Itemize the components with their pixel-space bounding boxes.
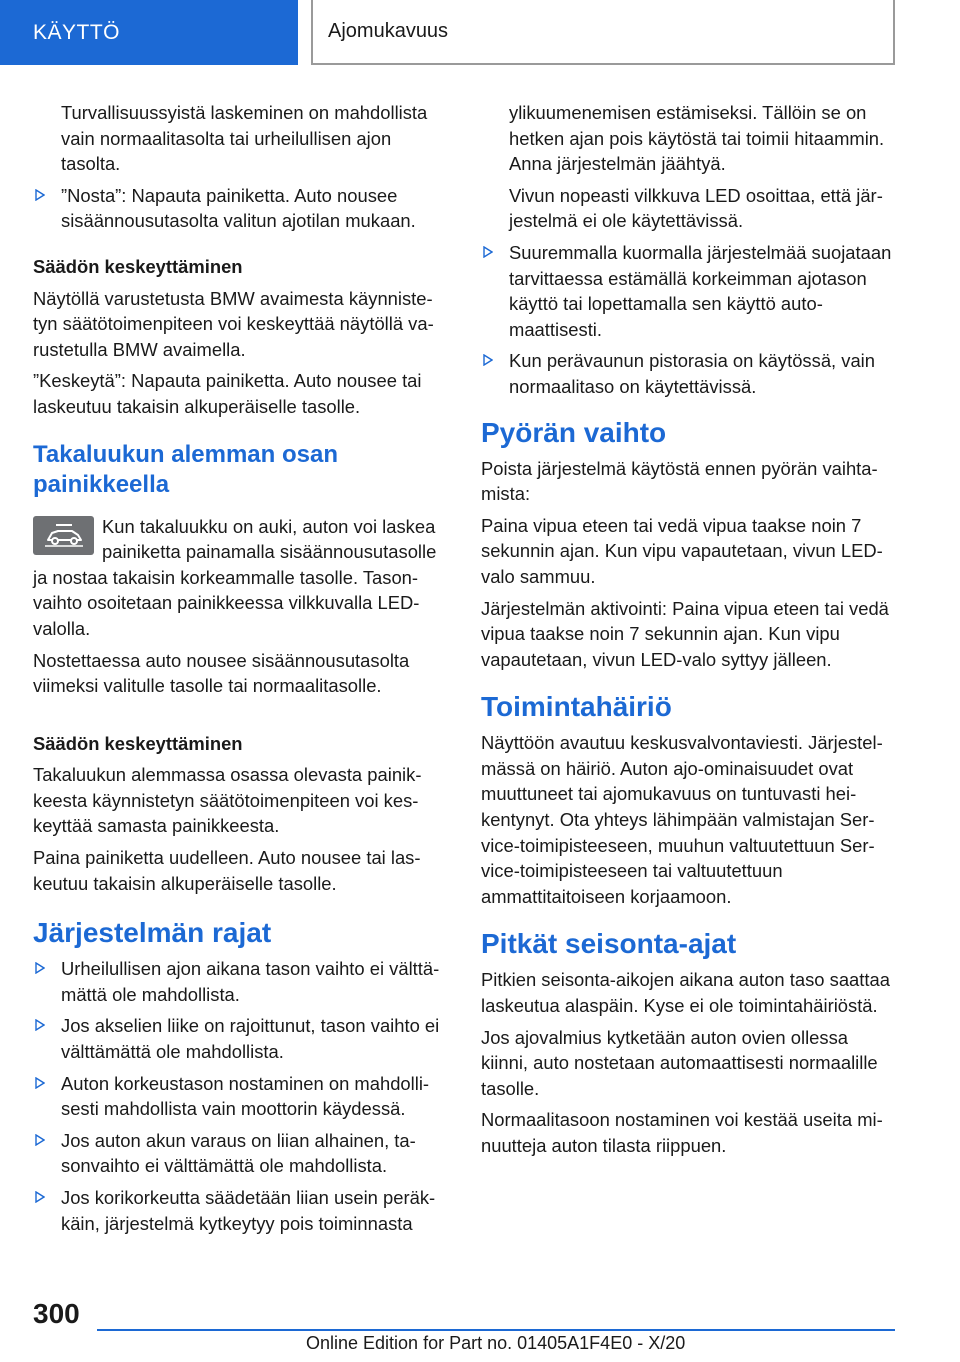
- page-number: 300: [33, 1298, 80, 1329]
- footer-divider: [97, 1329, 895, 1331]
- paragraph: ”Keskeytä”: Napauta painiketta. Auto nousee tai laskeutuu takaisin alkuperäiselle tasolle.: [33, 370, 422, 417]
- list-item-text: Jos akselien liike on rajoittunut, tason vaihto ei välttämättä ole mahdollista.: [61, 1015, 440, 1063]
- intro-paragraph: Turvallisuussyistä laskeminen on mahdollista vain normaalitasolta tai urheilullisen ajon tasolta.: [61, 102, 428, 175]
- list-item-text: Jos auton akun varaus on liian alhainen, tasonvaihto ei välttämättä ole mahdollista.: [61, 1129, 416, 1177]
- bullet-triangle-icon: [35, 189, 45, 201]
- bullet-triangle-icon: [35, 1019, 45, 1031]
- paragraph: Pitkien seisonta-aikojen aikana auton taso saattaa laskeutua alaspäin. Kyse ei ole toimintahäiriöstä.: [481, 969, 890, 1017]
- paragraph: Poista järjestelmä käytöstä ennen pyörän vaihtamista:: [481, 457, 878, 505]
- subheading: Säädön keskeyttäminen: [33, 732, 243, 754]
- subheading: Säädön keskeyttäminen: [33, 255, 243, 277]
- paragraph: Paina painiketta uudelleen. Auto nousee tai laskeutuu takaisin alkuperäiselle tasolle.: [33, 847, 421, 894]
- paragraph: Takaluukun alemmassa osassa olevasta painikkeesta käynnistetyn säätötoimenpiteen voi keskeyttää samasta painikkeesta.: [33, 764, 422, 837]
- list-item: [481, 240, 897, 342]
- paragraph: Kun takaluukku on auki, auton voi laskea painiketta painamalla sisäännousutasolle ja nostaa takaisin korkeammalle tasolle. Tasonvaihto osoitetaan painikkeessa vilkkuvalla LED-valolla.: [33, 515, 437, 639]
- chapter-tab: [311, 0, 895, 65]
- list-item: [33, 1185, 449, 1236]
- section-tab: [0, 0, 298, 65]
- section-heading: Pyörän vaihto: [481, 416, 667, 448]
- bullet-triangle-icon: [35, 1134, 45, 1146]
- right-column: [481, 100, 897, 1165]
- paragraph: Normaalitasoon nostaminen voi kestää useita minuutteja auton tilasta riippuen.: [481, 1109, 883, 1156]
- list-item-text: Auton korkeustason nostaminen on mahdollisesti mahdollista vain moottorin käydessä.: [61, 1072, 430, 1120]
- list-item: [33, 956, 449, 1007]
- car-lower-glyph-icon: [42, 522, 86, 548]
- section-heading: Takaluukun alemman osan painikkeella: [33, 440, 338, 498]
- list-item: [33, 1013, 449, 1064]
- section-heading: Järjestelmän rajat: [33, 917, 272, 949]
- list-item-text: Jos korikorkeutta säädetään liian usein peräkkäin, järjestelmä kytkeytyy pois toiminnasta: [61, 1187, 436, 1234]
- list-item: [33, 1128, 449, 1179]
- paragraph: Näytöllä varustetusta BMW avaimesta käynnistetyn säätötoimenpiteen voi keskeyttää näytöllä varustetulla BMW avaimella.: [33, 287, 434, 360]
- paragraph: ylikuumenemisen estämiseksi. Tällöin se on hetken ajan pois käytöstä tai toimii hitaammin. Anna järjestelmän jäähtyä.: [509, 102, 885, 175]
- list-item: [33, 183, 449, 234]
- list-item-text: Urheilullisen ajon aikana tason vaihto ei välttämättä ole mahdollista.: [61, 958, 440, 1005]
- section-heading: Pitkät seisonta-ajat: [481, 928, 737, 960]
- bullet-triangle-icon: [35, 1077, 45, 1089]
- left-column: [33, 100, 449, 1242]
- paragraph: Jos ajovalmius kytketään auton ovien ollessa kiinni, auto nostetaan automaattisesti normaalille tasolle.: [481, 1026, 878, 1099]
- paragraph: Paina vipua eteen tai vedä vipua taakse noin 7 sekunnin ajan. Kun vipu vapautetaan, vivun LED-valo sammuu.: [481, 514, 883, 587]
- bullet-triangle-icon: [483, 246, 493, 258]
- bullet-triangle-icon: [35, 1191, 45, 1203]
- list-item: [481, 348, 897, 399]
- list-item-text: Suuremmalla kuormalla järjestelmää suojataan tarvittaessa estämällä korkeimman ajotason käyttö tai lopettamalla sen käyttö automaattisesti.: [509, 241, 892, 340]
- paragraph: Järjestelmän aktivointi: Paina vipua eteen tai vedä vipua taakse noin 7 sekunnin ajan. Kun vipu vapautetaan, vivun LED-valo syttyy jälleen.: [481, 597, 889, 670]
- edition-note: Online Edition for Part no. 01405A1F4E0 - X/20: [306, 1333, 686, 1353]
- list-item: [33, 1071, 449, 1122]
- paragraph: Näyttöön avautuu keskusvalvontaviesti. Järjestelmässä on häiriö. Auton ajo-ominaisuudet ovat muuttuneet tai ajomukavuus on tuntuvasti heikentynyt. Ota yhteys lähimpään valmistajan Service-toimipisteeseen, muuhun valtuutettuun Service-toimipisteeseen tai valtuutettuun ammattitaitoiseen korjaamoon.: [481, 732, 883, 907]
- list-item-text: Kun perävaunun pistorasia on käytössä, vain normaalitaso on käytettävissä.: [509, 350, 875, 397]
- bullet-triangle-icon: [35, 962, 45, 974]
- list-item-text: ”Nosta”: Napauta painiketta. Auto nousee sisäännousutasolta valitun ajotilan mukaan.: [61, 184, 416, 232]
- section-heading: Toimintahäiriö: [481, 691, 672, 723]
- car-lower-button-icon: [33, 516, 94, 555]
- chapter-title: Ajomukavuus: [328, 20, 449, 42]
- paragraph: Nostettaessa auto nousee sisäännousutasolta viimeksi valitulle tasolle tai normaalitasolle.: [33, 649, 410, 697]
- bullet-triangle-icon: [483, 354, 493, 366]
- paragraph: Vivun nopeasti vilkkuva LED osoittaa, että järjestelmä ei ole käytettävissä.: [509, 184, 883, 232]
- section-title: KÄYTTÖ: [33, 20, 121, 44]
